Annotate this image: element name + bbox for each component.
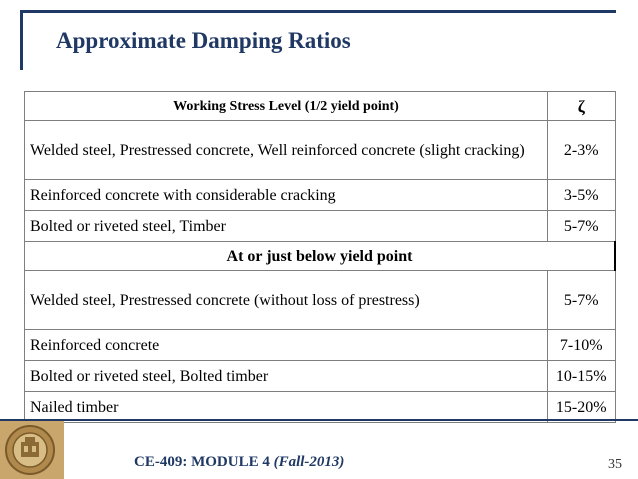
footer-term: (Fall-2013): [273, 454, 345, 470]
university-seal-icon: [0, 421, 64, 479]
zeta-cell: 2-3%: [548, 121, 616, 180]
header-zeta: ζ: [548, 92, 616, 121]
slide-title: Approximate Damping Ratios: [56, 28, 351, 53]
zeta-cell: 5-7%: [548, 211, 616, 242]
material-cell: Nailed timber: [25, 392, 548, 423]
table-row: [25, 330, 616, 361]
header-working-stress: Working Stress Level (1/2 yield point): [25, 92, 548, 121]
material-cell: Reinforced concrete with considerable cracking: [25, 180, 548, 211]
zeta-cell: 3-5%: [548, 180, 616, 211]
material-cell: Bolted or riveted steel, Bolted timber: [25, 361, 548, 392]
zeta-cell: 5-7%: [548, 271, 616, 330]
zeta-cell: 7-10%: [548, 330, 616, 361]
bottom-rule: [0, 419, 638, 421]
top-rule: [20, 10, 616, 13]
table-row: [25, 361, 616, 392]
table-row: [25, 180, 616, 211]
table-row: [25, 121, 616, 180]
table-row: [25, 392, 616, 423]
zeta-cell: 10-15%: [548, 361, 616, 392]
table-header-row: [25, 92, 616, 121]
damping-ratio-table: [24, 91, 616, 423]
zeta-cell: 15-20%: [548, 392, 616, 423]
table-row: [25, 271, 616, 330]
subheader-yield-point: At or just below yield point: [25, 242, 616, 271]
material-cell: Welded steel, Prestressed concrete (without loss of prestress): [25, 271, 548, 330]
left-accent-bar: [20, 10, 23, 70]
footer-course-label: CE-409: MODULE 4: [134, 454, 270, 470]
material-cell: Welded steel, Prestressed concrete, Well reinforced concrete (slight cracking): [25, 121, 548, 180]
footer-course: [134, 454, 344, 471]
page-number: 35: [608, 457, 622, 472]
material-cell: Reinforced concrete: [25, 330, 548, 361]
subheader-row: [25, 242, 616, 271]
material-cell: Bolted or riveted steel, Timber: [25, 211, 548, 242]
table-row: [25, 211, 616, 242]
